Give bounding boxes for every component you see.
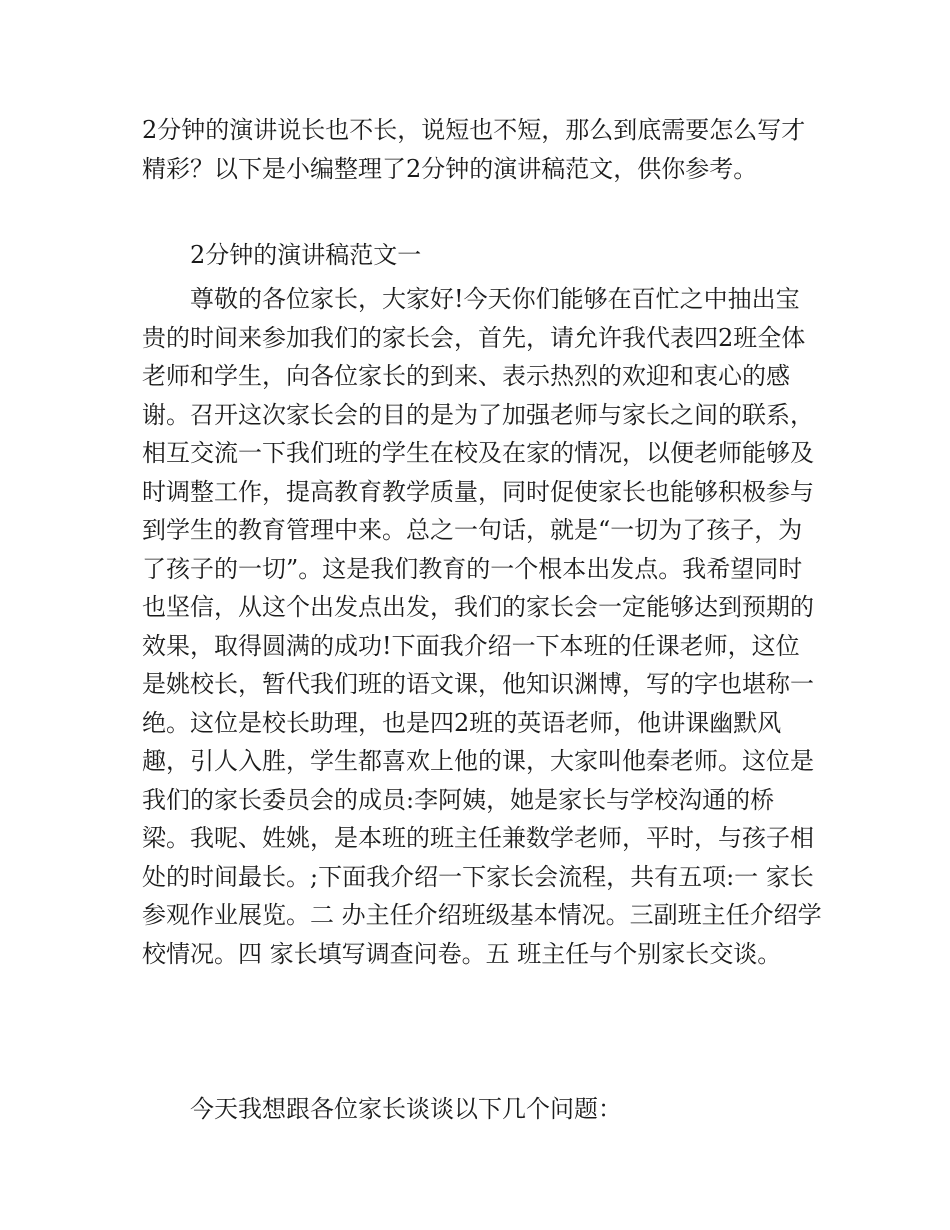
intro-paragraph: 2分钟的演讲说长也不长，说短也不短，那么到底需要怎么写才精彩？以下是小编整理了2分钟的演讲稿范文，供你参考。 <box>142 116 806 183</box>
body-paragraph-2: 今天我想跟各位家长谈谈以下几个问题： <box>190 1095 622 1123</box>
body-paragraph-1: 尊敬的各位家长，大家好!今天你们能够在百忙之中抽出宝贵的时间来参加我们的家长会，首先，请允许我代表四2班全体老师和学生，向各位家长的到来、表示热烈的欢迎和衷心的感谢。召开这次家长会的目的是为了加强老师与家长之间的联系，相互交流一下我们班的学生在校及在家的情况，以便老师能够及时调整工作，提高教育教学质量，同时促使家长也能够积极参与到学生的教育管理中来。总之一句话，就是“一切为了孩子，为了孩子的一切”。这是我们教育的一个根本出发点。我希望同时也坚信，从这个出发点出发，我们的家长会一定能够达到预期的效果，取得圆满的成功!下面我介绍一下本班的任课老师，这位是姚校长，暂代我们班的语文课，他知识渊博，写的字也堪称一绝。这位是校长助理，也是四2班的英语老师，他讲课幽默风趣，引人入胜，学生都喜欢上他的课，大家叫他秦老师。这位是我们的家长委员会的成员:李阿姨，她是家长与学校沟通的桥梁。我呢、姓姚，是本班的班主任兼数学老师，平时，与孩子相处的时间最长。;下面我介绍一下家长会流程，共有五项:一 家长参观作业展览。二 办主任介绍班级基本情况。三副班主任介绍学校情况。四 家长填写调查问卷。五 班主任与个别家长交谈。 <box>142 285 822 968</box>
section-heading: 2分钟的演讲稿范文一 <box>190 241 422 269</box>
